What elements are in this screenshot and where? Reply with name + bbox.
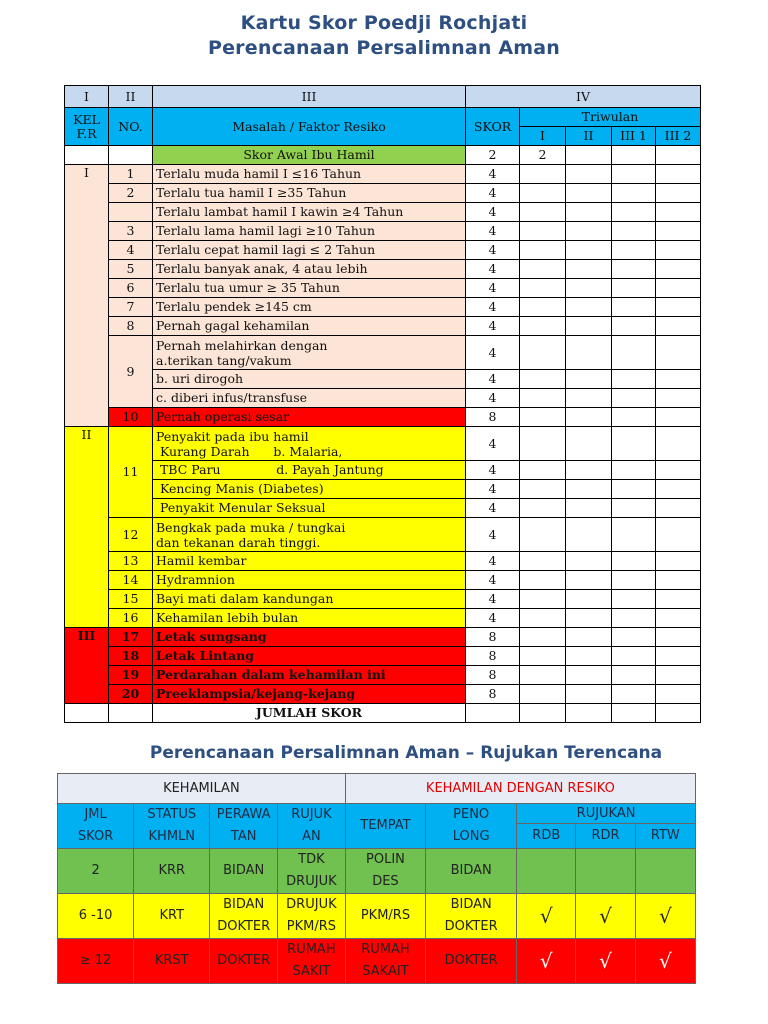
triwulan-cell bbox=[612, 480, 656, 499]
row-no: 18 bbox=[109, 647, 153, 666]
row-no: 2 bbox=[109, 184, 153, 203]
row-skor: 4 bbox=[466, 389, 520, 408]
ref-rdb-check: √ bbox=[517, 894, 576, 939]
ref-rdb-check: √ bbox=[517, 939, 576, 984]
triwulan-cell bbox=[566, 165, 612, 184]
row-no: 1 bbox=[109, 165, 153, 184]
triwulan-cell bbox=[566, 628, 612, 647]
header-roman-III: III bbox=[153, 86, 466, 108]
row-skor: 4 bbox=[466, 279, 520, 298]
triwulan-cell bbox=[566, 184, 612, 203]
row-risk-factor: Bayi mati dalam kandungan bbox=[153, 590, 466, 609]
ref-rtw-check bbox=[635, 849, 695, 894]
header-perawatan-line: TAN bbox=[230, 829, 257, 844]
triwulan-cell bbox=[656, 590, 701, 609]
triwulan-cell bbox=[520, 518, 566, 552]
triwulan-cell bbox=[656, 685, 701, 704]
triwulan-cell bbox=[612, 279, 656, 298]
triwulan-cell bbox=[612, 427, 656, 461]
row-no: 15 bbox=[109, 590, 153, 609]
triwulan-cell bbox=[656, 317, 701, 336]
row-no: 14 bbox=[109, 571, 153, 590]
triwulan-cell bbox=[566, 260, 612, 279]
header-rdr: RDR bbox=[576, 824, 635, 849]
row-skor: 8 bbox=[466, 685, 520, 704]
header-rtw: RTW bbox=[635, 824, 695, 849]
ref-rujukan-line: PKM/RS bbox=[286, 919, 337, 934]
row-skor: 8 bbox=[466, 628, 520, 647]
triwulan-cell bbox=[656, 461, 701, 480]
total-skor-cell bbox=[466, 704, 520, 723]
triwulan-cell bbox=[566, 704, 612, 723]
row-risk-factor: Terlalu lama hamil lagi ≥10 Tahun bbox=[153, 222, 466, 241]
ref-jml-skor: ≥ 12 bbox=[58, 939, 134, 984]
triwulan-cell bbox=[612, 461, 656, 480]
triwulan-cell bbox=[656, 298, 701, 317]
row-risk-factor: Pernah operasi sesar bbox=[153, 408, 466, 427]
header-status-line: KHMLN bbox=[148, 829, 195, 844]
header-rujukan-line: RUJUK bbox=[291, 807, 332, 822]
header-roman-I: I bbox=[65, 86, 109, 108]
blank-cell bbox=[65, 146, 109, 165]
header-rujukan-line: AN bbox=[302, 829, 321, 844]
ref-perawatan-line: DOKTER bbox=[217, 919, 271, 934]
triwulan-cell bbox=[656, 427, 701, 461]
triwulan-cell bbox=[520, 571, 566, 590]
triwulan-cell bbox=[520, 427, 566, 461]
triwulan-cell bbox=[656, 518, 701, 552]
row-skor: 4 bbox=[466, 518, 520, 552]
triwulan-cell bbox=[520, 666, 566, 685]
ref-penolong-line: DOKTER bbox=[444, 919, 498, 934]
row-skor: 8 bbox=[466, 408, 520, 427]
row-risk-factor: Pernah gagal kehamilan bbox=[153, 317, 466, 336]
header-roman-IV: IV bbox=[466, 86, 701, 108]
row-skor: 4 bbox=[466, 461, 520, 480]
triwulan-cell bbox=[656, 499, 701, 518]
triwulan-cell bbox=[566, 317, 612, 336]
header-triwulan-2: III 1 bbox=[612, 127, 656, 146]
header-jml-skor bbox=[58, 804, 134, 849]
ref-penolong-line: DOKTER bbox=[444, 953, 498, 968]
triwulan-cell bbox=[520, 609, 566, 628]
triwulan-cell bbox=[520, 298, 566, 317]
header-status-line: STATUS bbox=[147, 807, 197, 822]
skor-awal-triwulan: 2 bbox=[520, 146, 566, 165]
ref-rujukan-line: DRUJUK bbox=[286, 874, 337, 889]
row-risk-factor: TBC Paru d. Payah Jantung bbox=[153, 461, 466, 480]
blank-cell bbox=[109, 146, 153, 165]
row-skor: 4 bbox=[466, 571, 520, 590]
ref-perawatan-line: DOKTER bbox=[217, 953, 271, 968]
ref-perawatan-line: BIDAN bbox=[223, 897, 265, 912]
triwulan-cell bbox=[566, 146, 612, 165]
triwulan-cell bbox=[612, 552, 656, 571]
ref-rdr-check: √ bbox=[576, 939, 635, 984]
row-text-line-1: Pernah melahirkan dengan bbox=[156, 337, 328, 353]
triwulan-cell bbox=[656, 203, 701, 222]
row-skor: 4 bbox=[466, 590, 520, 609]
ref-rtw-check: √ bbox=[635, 894, 695, 939]
triwulan-cell bbox=[520, 279, 566, 298]
row-risk-factor: Terlalu tua umur ≥ 35 Tahun bbox=[153, 279, 466, 298]
triwulan-cell bbox=[612, 336, 656, 370]
triwulan-cell bbox=[656, 146, 701, 165]
ref-tempat-line: SAKAIT bbox=[362, 964, 409, 979]
row-risk-factor: Kehamilan lebih bulan bbox=[153, 609, 466, 628]
triwulan-cell bbox=[656, 571, 701, 590]
header-masalah: Masalah / Faktor Resiko bbox=[153, 108, 466, 146]
triwulan-cell bbox=[566, 408, 612, 427]
row-skor: 4 bbox=[466, 317, 520, 336]
triwulan-cell bbox=[612, 628, 656, 647]
triwulan-cell bbox=[566, 389, 612, 408]
ref-perawatan bbox=[210, 894, 278, 939]
triwulan-cell bbox=[612, 389, 656, 408]
row-risk-factor bbox=[153, 518, 466, 552]
triwulan-cell bbox=[656, 552, 701, 571]
header-rujukan-1 bbox=[278, 804, 346, 849]
ref-rujukan bbox=[278, 894, 346, 939]
triwulan-cell bbox=[520, 590, 566, 609]
triwulan-cell bbox=[520, 241, 566, 260]
row-risk-factor: Terlalu cepat hamil lagi ≤ 2 Tahun bbox=[153, 241, 466, 260]
triwulan-cell bbox=[566, 685, 612, 704]
ref-jml-skor: 6 -10 bbox=[58, 894, 134, 939]
row-skor: 4 bbox=[466, 499, 520, 518]
triwulan-cell bbox=[520, 184, 566, 203]
row-risk-factor: Perdarahan dalam kehamilan ini bbox=[153, 666, 466, 685]
blank-cell bbox=[109, 704, 153, 723]
triwulan-cell bbox=[520, 370, 566, 389]
triwulan-cell bbox=[566, 298, 612, 317]
triwulan-cell bbox=[656, 389, 701, 408]
header-kel-fr: KEL F.R bbox=[65, 108, 109, 146]
header-penolong-line: LONG bbox=[452, 829, 490, 844]
row-risk-factor: Penyakit Menular Seksual bbox=[153, 499, 466, 518]
triwulan-cell bbox=[612, 260, 656, 279]
triwulan-cell bbox=[566, 427, 612, 461]
triwulan-cell bbox=[656, 609, 701, 628]
header-no: NO. bbox=[109, 108, 153, 146]
triwulan-cell bbox=[520, 704, 566, 723]
jumlah-skor-label: JUMLAH SKOR bbox=[153, 704, 466, 723]
ref-perawatan bbox=[210, 849, 278, 894]
skor-awal-label: Skor Awal Ibu Hamil bbox=[153, 146, 466, 165]
ref-rujukan-line: SAKIT bbox=[292, 964, 331, 979]
row-no: 16 bbox=[109, 609, 153, 628]
section-subtitle: Perencanaan Persalimnan Aman – Rujukan Terencana bbox=[149, 743, 663, 763]
row-text-line-2: a.terikan tang/vakum bbox=[156, 352, 292, 368]
ref-penolong bbox=[426, 894, 517, 939]
header-penolong bbox=[426, 804, 517, 849]
triwulan-cell bbox=[566, 666, 612, 685]
row-no: 19 bbox=[109, 666, 153, 685]
triwulan-cell bbox=[656, 184, 701, 203]
triwulan-cell bbox=[612, 165, 656, 184]
triwulan-cell bbox=[612, 222, 656, 241]
ref-tempat bbox=[345, 894, 425, 939]
triwulan-cell bbox=[656, 628, 701, 647]
row-no: 12 bbox=[109, 518, 153, 552]
header-roman-II: II bbox=[109, 86, 153, 108]
row-no: 5 bbox=[109, 260, 153, 279]
triwulan-cell bbox=[612, 499, 656, 518]
triwulan-cell bbox=[656, 704, 701, 723]
row-risk-factor: b. uri dirogoh bbox=[153, 370, 466, 389]
triwulan-cell bbox=[612, 685, 656, 704]
triwulan-cell bbox=[612, 370, 656, 389]
ref-penolong bbox=[426, 939, 517, 984]
triwulan-cell bbox=[520, 628, 566, 647]
row-skor: 4 bbox=[466, 370, 520, 389]
triwulan-cell bbox=[520, 336, 566, 370]
triwulan-cell bbox=[566, 499, 612, 518]
ref-status: KRT bbox=[134, 894, 210, 939]
ref-penolong-line: BIDAN bbox=[450, 897, 492, 912]
ref-perawatan bbox=[210, 939, 278, 984]
triwulan-cell bbox=[612, 241, 656, 260]
triwulan-cell bbox=[612, 146, 656, 165]
triwulan-cell bbox=[612, 317, 656, 336]
triwulan-cell bbox=[520, 260, 566, 279]
triwulan-cell bbox=[656, 408, 701, 427]
header-perawatan bbox=[210, 804, 278, 849]
triwulan-cell bbox=[612, 518, 656, 552]
triwulan-cell bbox=[656, 336, 701, 370]
triwulan-cell bbox=[612, 647, 656, 666]
row-skor: 4 bbox=[466, 203, 520, 222]
header-skor: SKOR bbox=[466, 108, 520, 146]
header-rujukan: RUJUKAN bbox=[517, 804, 696, 824]
triwulan-cell bbox=[566, 518, 612, 552]
triwulan-cell bbox=[656, 370, 701, 389]
triwulan-cell bbox=[566, 241, 612, 260]
triwulan-cell bbox=[566, 203, 612, 222]
kel-group-II: II bbox=[65, 427, 109, 628]
row-risk-factor: Terlalu muda hamil I ≤16 Tahun bbox=[153, 165, 466, 184]
triwulan-cell bbox=[566, 279, 612, 298]
triwulan-cell bbox=[566, 336, 612, 370]
ref-tempat-line: RUMAH bbox=[361, 942, 410, 957]
triwulan-cell bbox=[612, 408, 656, 427]
row-skor: 4 bbox=[466, 552, 520, 571]
ref-rujukan-line: DRUJUK bbox=[286, 897, 337, 912]
header-perawatan-line: PERAWA bbox=[216, 807, 271, 822]
row-risk-factor: Terlalu banyak anak, 4 atau lebih bbox=[153, 260, 466, 279]
ref-tempat bbox=[345, 849, 425, 894]
row-skor: 4 bbox=[466, 165, 520, 184]
triwulan-cell bbox=[520, 203, 566, 222]
ref-tempat-line: POLIN bbox=[366, 852, 405, 867]
triwulan-cell bbox=[520, 480, 566, 499]
row-risk-factor: Terlalu tua hamil I ≥35 Tahun bbox=[153, 184, 466, 203]
ref-rdr-check bbox=[576, 849, 635, 894]
row-risk-factor: Kencing Manis (Diabetes) bbox=[153, 480, 466, 499]
ref-jml-skor: 2 bbox=[58, 849, 134, 894]
row-no: 3 bbox=[109, 222, 153, 241]
row-skor: 4 bbox=[466, 222, 520, 241]
triwulan-cell bbox=[566, 590, 612, 609]
triwulan-cell bbox=[566, 552, 612, 571]
row-skor: 4 bbox=[466, 260, 520, 279]
row-risk-factor bbox=[153, 427, 466, 461]
ref-perawatan-line: BIDAN bbox=[223, 863, 265, 878]
row-risk-factor: Letak sungsang bbox=[153, 628, 466, 647]
row-skor: 4 bbox=[466, 184, 520, 203]
header-penolong-line: PENO bbox=[453, 807, 490, 822]
skor-awal-value: 2 bbox=[466, 146, 520, 165]
row-skor: 8 bbox=[466, 647, 520, 666]
triwulan-cell bbox=[520, 461, 566, 480]
row-risk-factor: Preeklampsia/kejang-kejang bbox=[153, 685, 466, 704]
header-triwulan-1: II bbox=[566, 127, 612, 146]
kel-group-III: III bbox=[65, 628, 109, 704]
triwulan-cell bbox=[520, 389, 566, 408]
title-line-1: Kartu Skor Poedji Rochjati bbox=[240, 12, 528, 34]
triwulan-cell bbox=[656, 165, 701, 184]
ref-tempat bbox=[345, 939, 425, 984]
row-no: 10 bbox=[109, 408, 153, 427]
row-no: 11 bbox=[109, 427, 153, 518]
ref-penolong bbox=[426, 849, 517, 894]
row-skor: 4 bbox=[466, 241, 520, 260]
row-skor: 4 bbox=[466, 336, 520, 370]
row-no: 7 bbox=[109, 298, 153, 317]
row-no: 9 bbox=[109, 336, 153, 408]
header-triwulan-0: I bbox=[520, 127, 566, 146]
row-risk-factor: Hydramnion bbox=[153, 571, 466, 590]
triwulan-cell bbox=[656, 666, 701, 685]
row-no: 17 bbox=[109, 628, 153, 647]
triwulan-cell bbox=[520, 552, 566, 571]
ref-rdr-check: √ bbox=[576, 894, 635, 939]
triwulan-cell bbox=[656, 279, 701, 298]
row-no: 8 bbox=[109, 317, 153, 336]
ref-rtw-check: √ bbox=[635, 939, 695, 984]
ref-rujukan bbox=[278, 849, 346, 894]
row-skor: 4 bbox=[466, 609, 520, 628]
row-skor: 4 bbox=[466, 298, 520, 317]
triwulan-cell bbox=[612, 298, 656, 317]
ref-penolong-line: BIDAN bbox=[450, 863, 492, 878]
triwulan-cell bbox=[520, 165, 566, 184]
triwulan-cell bbox=[612, 571, 656, 590]
row-text-line-1: Bengkak pada muka / tungkai bbox=[156, 519, 346, 535]
row-no: 6 bbox=[109, 279, 153, 298]
referral-table bbox=[57, 773, 696, 984]
blank-cell bbox=[65, 704, 109, 723]
triwulan-cell bbox=[566, 571, 612, 590]
kel-group-I: I bbox=[65, 165, 109, 427]
triwulan-cell bbox=[520, 317, 566, 336]
triwulan-cell bbox=[656, 480, 701, 499]
row-text-line-2: Kurang Darah b. Malaria, bbox=[156, 443, 343, 459]
row-text-line-1: Penyakit pada ibu hamil bbox=[156, 428, 309, 444]
row-risk-factor: Letak Lintang bbox=[153, 647, 466, 666]
triwulan-cell bbox=[656, 241, 701, 260]
triwulan-cell bbox=[520, 499, 566, 518]
header-kehamilan: KEHAMILAN bbox=[58, 774, 346, 804]
row-text-line-2: dan tekanan darah tinggi. bbox=[156, 534, 321, 550]
triwulan-cell bbox=[566, 480, 612, 499]
triwulan-cell bbox=[656, 647, 701, 666]
header-rdb: RDB bbox=[517, 824, 576, 849]
triwulan-cell bbox=[612, 203, 656, 222]
ref-tempat-line: DES bbox=[372, 874, 399, 889]
ref-rujukan-line: RUMAH bbox=[287, 942, 336, 957]
ref-status: KRR bbox=[134, 849, 210, 894]
row-risk-factor bbox=[153, 336, 466, 370]
row-no: 4 bbox=[109, 241, 153, 260]
row-no: 13 bbox=[109, 552, 153, 571]
triwulan-cell bbox=[566, 609, 612, 628]
triwulan-cell bbox=[566, 370, 612, 389]
triwulan-cell bbox=[520, 408, 566, 427]
triwulan-cell bbox=[566, 461, 612, 480]
row-risk-factor: Terlalu pendek ≥145 cm bbox=[153, 298, 466, 317]
header-triwulan: Triwulan bbox=[520, 108, 701, 127]
score-card-table bbox=[64, 85, 701, 723]
row-skor: 8 bbox=[466, 666, 520, 685]
row-no bbox=[109, 203, 153, 222]
ref-rdb-check bbox=[517, 849, 576, 894]
header-jml-skor-line: SKOR bbox=[77, 829, 114, 844]
triwulan-cell bbox=[612, 666, 656, 685]
triwulan-cell bbox=[566, 222, 612, 241]
row-risk-factor: c. diberi infus/transfuse bbox=[153, 389, 466, 408]
row-no: 20 bbox=[109, 685, 153, 704]
ref-rujukan-line: TDK bbox=[298, 852, 325, 867]
triwulan-cell bbox=[612, 184, 656, 203]
triwulan-cell bbox=[612, 609, 656, 628]
row-risk-factor: Terlalu lambat hamil I kawin ≥4 Tahun bbox=[153, 203, 466, 222]
title-line-2: Perencanaan Persalimnan Aman bbox=[207, 37, 561, 59]
triwulan-cell bbox=[656, 222, 701, 241]
triwulan-cell bbox=[656, 260, 701, 279]
triwulan-cell bbox=[566, 647, 612, 666]
triwulan-cell bbox=[520, 685, 566, 704]
header-status bbox=[134, 804, 210, 849]
row-skor: 4 bbox=[466, 427, 520, 461]
ref-tempat-line: PKM/RS bbox=[360, 908, 411, 923]
header-triwulan-3: III 2 bbox=[656, 127, 701, 146]
header-kehamilan-resiko: KEHAMILAN DENGAN RESIKO bbox=[345, 774, 695, 804]
triwulan-cell bbox=[520, 222, 566, 241]
ref-rujukan bbox=[278, 939, 346, 984]
row-skor: 4 bbox=[466, 480, 520, 499]
triwulan-cell bbox=[612, 590, 656, 609]
triwulan-cell bbox=[520, 647, 566, 666]
header-tempat: TEMPAT bbox=[345, 804, 425, 849]
header-jml-skor-line: JML bbox=[84, 807, 107, 822]
row-risk-factor: Hamil kembar bbox=[153, 552, 466, 571]
ref-status: KRST bbox=[134, 939, 210, 984]
triwulan-cell bbox=[612, 704, 656, 723]
